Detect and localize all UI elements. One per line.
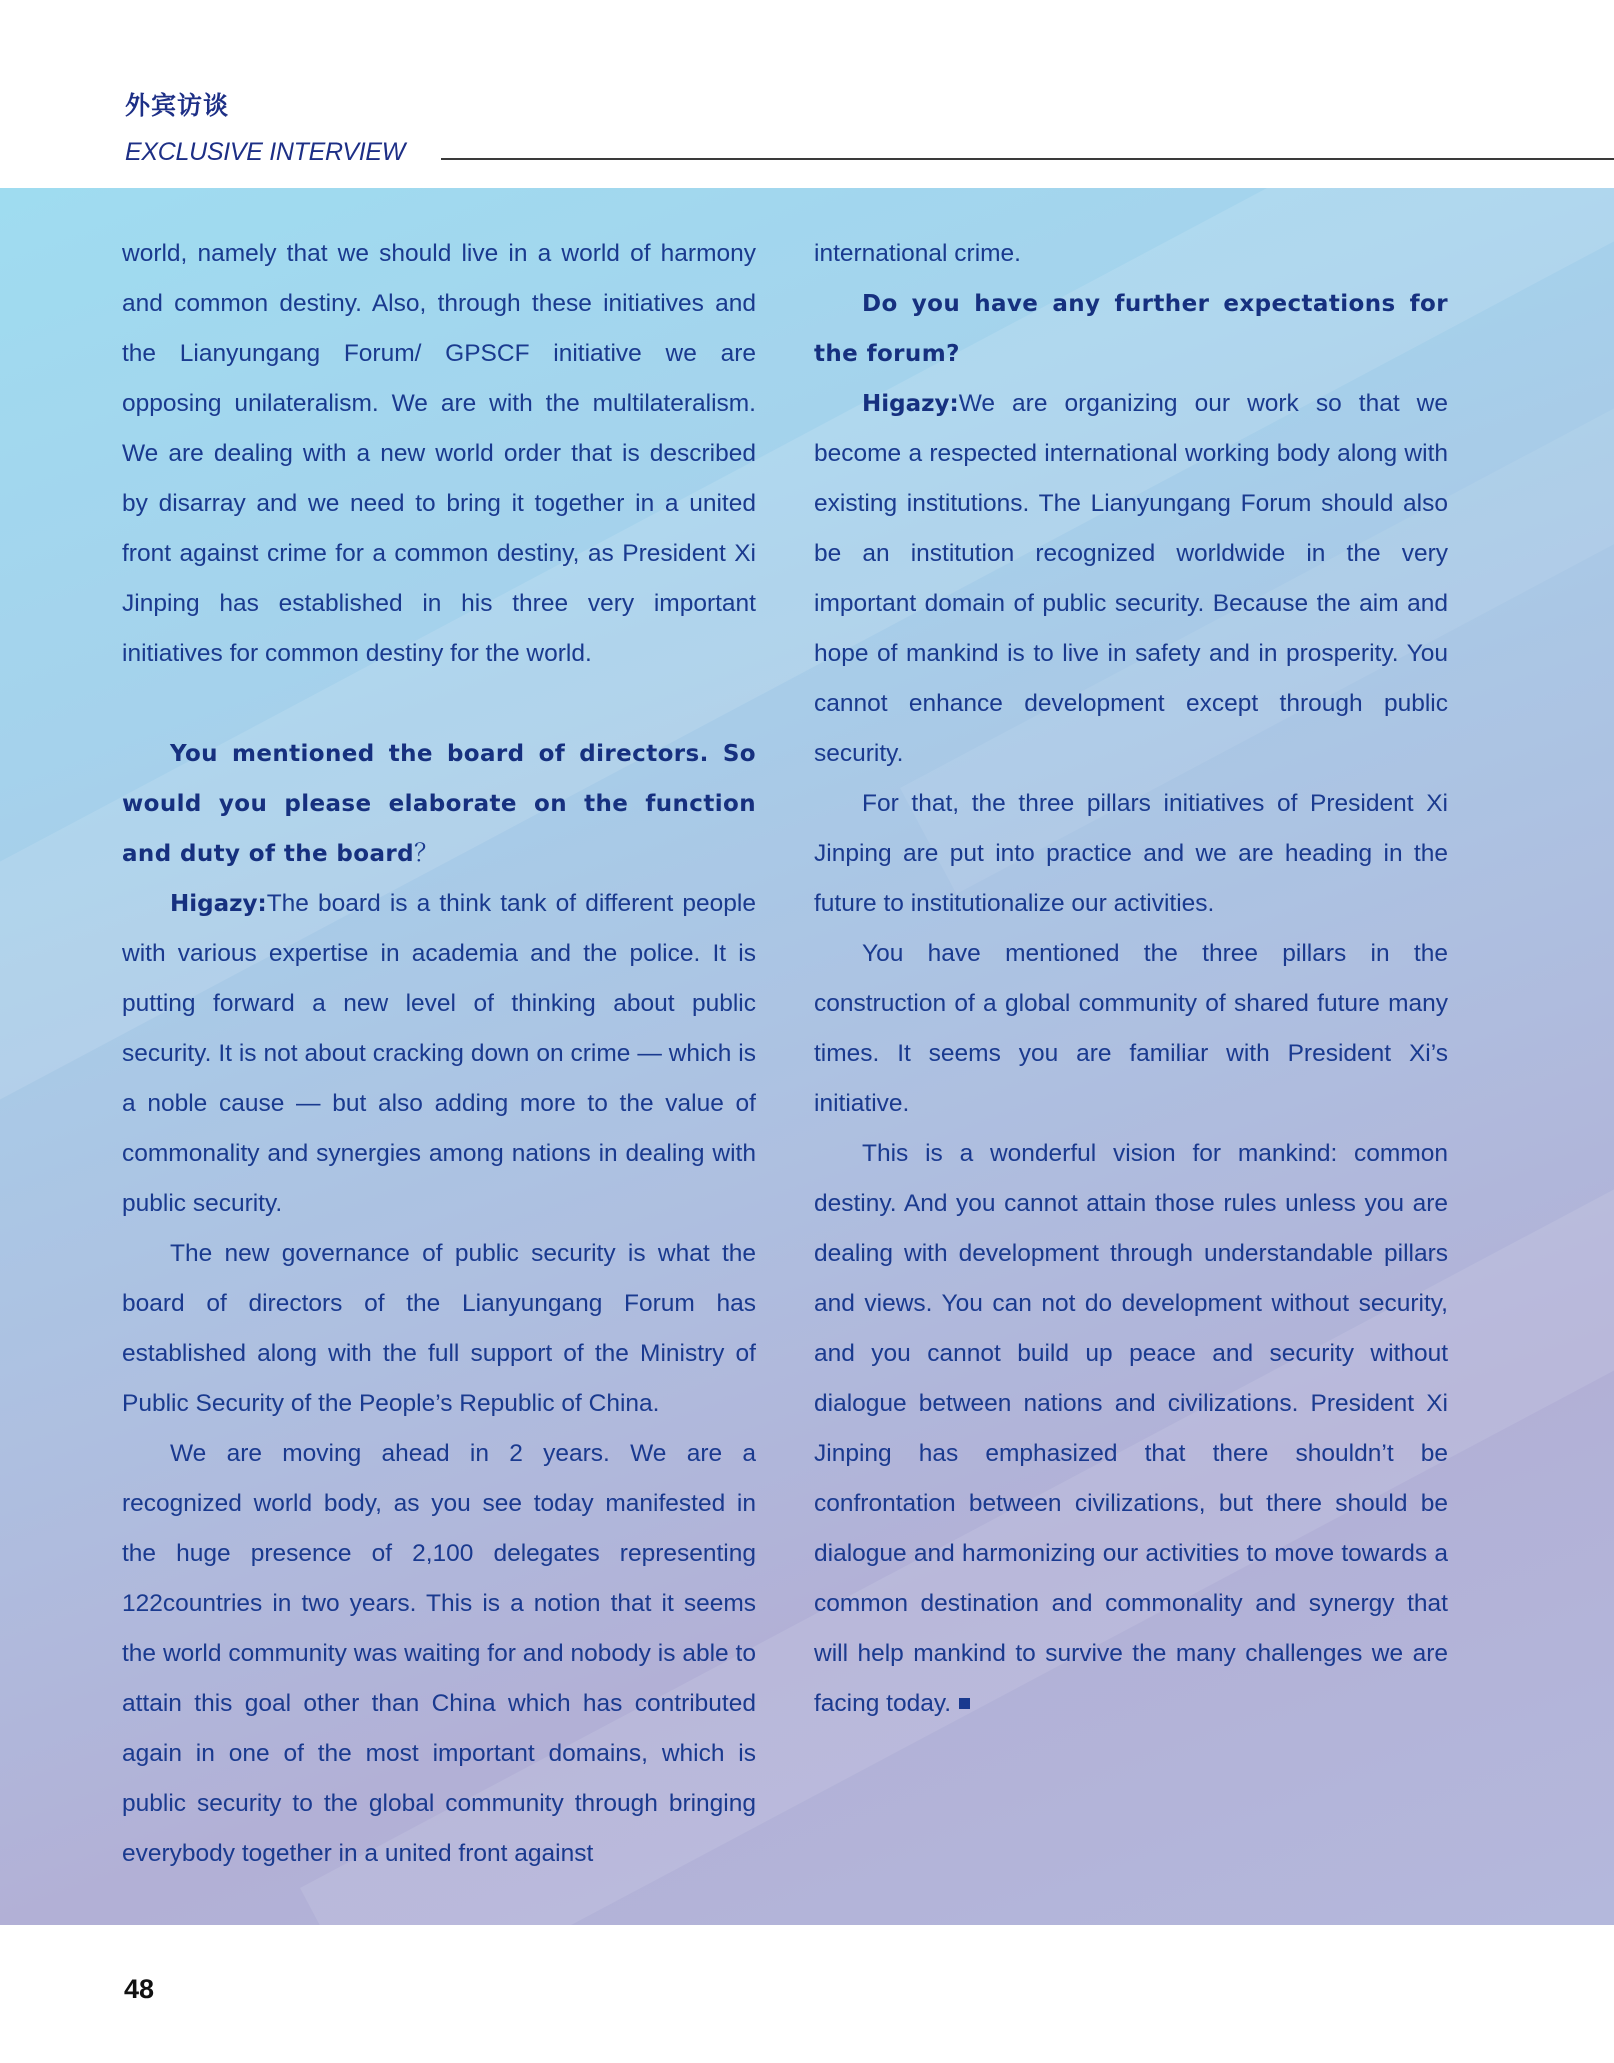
header-divider: [441, 158, 1614, 160]
right-column: [814, 229, 1448, 1729]
page-header: [0, 0, 1614, 188]
speaker-name: Higazy:: [862, 391, 959, 417]
end-mark-icon: [959, 1698, 970, 1709]
closing-paragraph: [814, 1129, 1448, 1729]
paragraph-gap: [122, 679, 756, 729]
section-title-chinese: 外宾访谈: [125, 91, 230, 120]
paragraph: The new governance of public security is what the board of directors of the Lianyungang Forum has established along with the full support of the Ministry of Public Security of the People’s Republic of China.: [122, 1240, 756, 1417]
article-panel: [0, 188, 1614, 1925]
question-text: You mentioned the board of directors. So would you please elaborate on the function and duty of the board: [122, 741, 756, 867]
paragraph: world, namely that we should live in a world of harmony and common destiny. Also, through these initiatives and the Lianyungang Forum/ GPSCF initiative we are opposing unilateralism. We are with the multilateralism. We are dealing with a new world order that is described by disarray and we need to bring it together in a united front against crime for a common destiny, as President Xi Jinping has established in his three very important initiatives for common destiny for the world.: [122, 240, 756, 667]
question-paragraph: You have mentioned the three pillars in the construction of a global community of shared future many times. It seems you are familiar with President Xi’s initiative.: [814, 940, 1448, 1117]
question: [122, 729, 756, 879]
paragraph: For that, the three pillars initiatives of President Xi Jinping are put into practice and we are heading in the future to institutionalize our activities.: [814, 790, 1448, 917]
page-number: 48: [124, 1974, 155, 2004]
answer-text: We are organizing our work so that we become a respected international working body along with existing institutions. The Lianyungang Forum should also be an institution recognized worldwide in the very important domain of public security. Because the aim and hope of mankind is to live in safety and in prosperity. You cannot enhance development except through public security.: [814, 390, 1448, 767]
section-title-english: EXCLUSIVE INTERVIEW: [125, 138, 406, 166]
paragraph: international crime.: [814, 240, 1021, 267]
speaker-name: Higazy:: [170, 891, 267, 917]
answer: [814, 379, 1448, 779]
question-mark: ？: [413, 840, 439, 867]
answer-text: The board is a think tank of different people with various expertise in academia and the police. It is putting forward a new level of thinking about public security. It is not about cracking down on crime — which is a noble cause — but also adding more to the value of commonality and synergies among nations in dealing with public security.: [122, 890, 756, 1217]
left-column: [122, 229, 756, 1879]
answer: [122, 879, 756, 1229]
closing-text: This is a wonderful vision for mankind: common destiny. And you cannot attain those rules unless you are dealing with development through understandable pillars and views. You can not do development without security, and you cannot build up peace and security without dialogue between nations and civilizations. President Xi Jinping has emphasized that there shouldn’t be confrontation between civilizations, but there should be dialogue and harmonizing our activities to move towards a common destination and commonality and synergy that will help mankind to survive the many challenges we are facing today.: [814, 1140, 1448, 1717]
question-text: Do you have any further expectations for the forum?: [814, 291, 1448, 367]
page-footer: [0, 1925, 1614, 2063]
question: [814, 279, 1448, 379]
paragraph: We are moving ahead in 2 years. We are a recognized world body, as you see today manifested in the huge presence of 2,100 delegates representing 122countries in two years. This is a notion that it seems the world community was waiting for and nobody is able to attain this goal other than China which has contributed again in one of the most important domains, which is public security to the global community through bringing everybody together in a united front against: [122, 1440, 756, 1867]
